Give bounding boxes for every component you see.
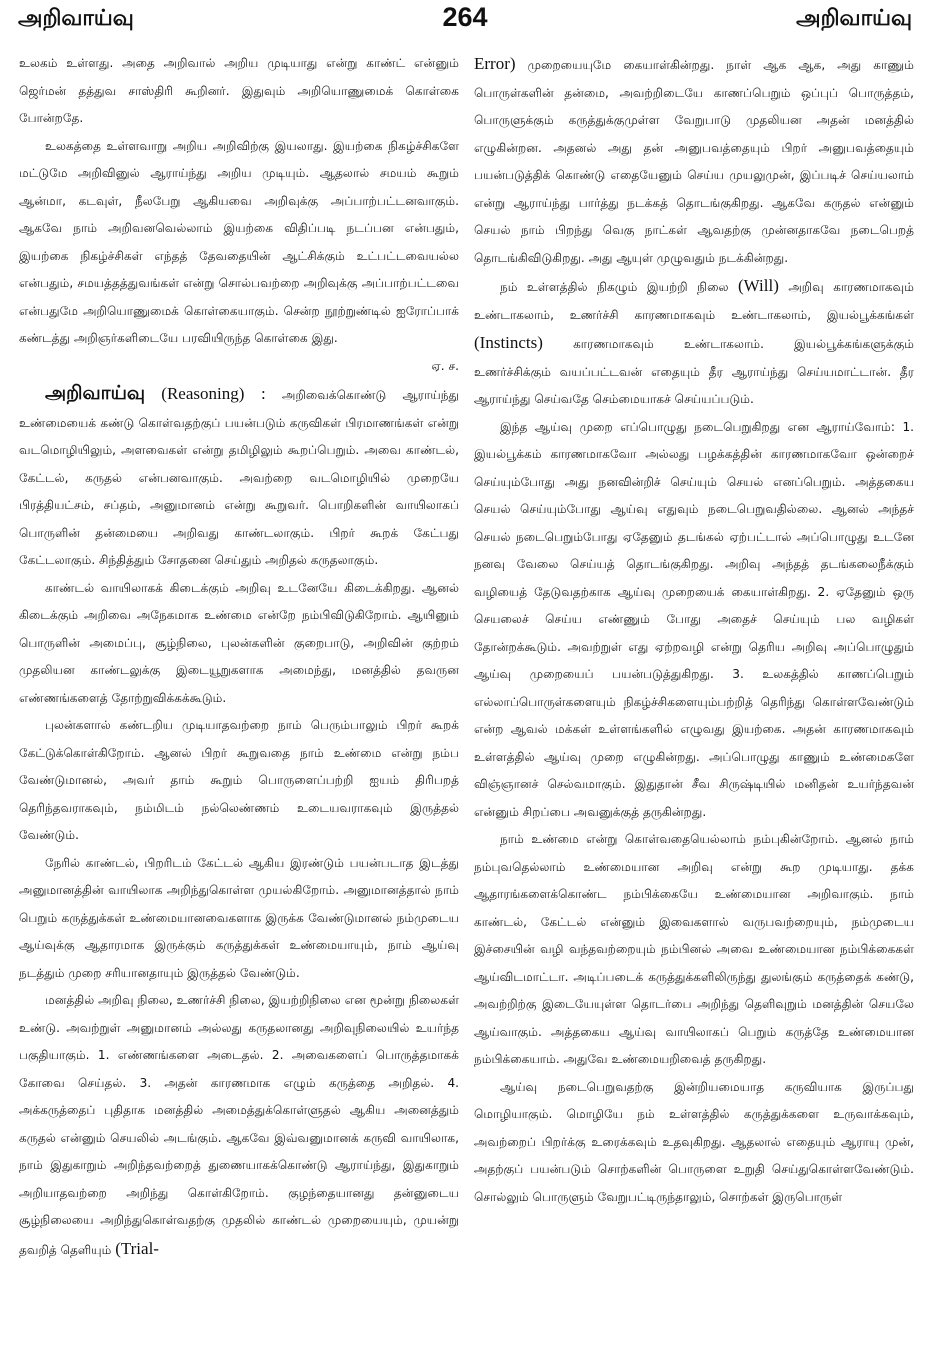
- latin-term: Error): [474, 54, 516, 73]
- entry-text: அறிவைக்கொண்டு ஆராய்ந்து உண்மையைக் கண்டு கொள்வதற்குப் பயன்படும் கருவிகள் பிரமாணங்கள் என்று வடமொழியிலும், அளவைகள் என்று தமிழிலும் கூறப்பெறும். அவை காண்டல், கேட்டல், கருதல் என்பனவாகும். அவற்றை வடமொழியில் முறையே பிரத்தியட்சம், சப்தம், அனுமானம் என்று கூறுவர். பொறிகளின் வாயிலாகப் பொருளின் தன்மையை அறிவது காண்டலாகும். பிறர் கூறக் கேட்பது கேட்டலாகும். சிந்தித்தும் சோதனை செய்தும் அறிதல் கருதலாகும்.: [19, 388, 459, 567]
- paragraph: [474, 272, 914, 414]
- paragraph: ஆய்வு நடைபெறுவதற்கு இன்றியமையாத கருவியாக இருப்பது மொழியாகும். மொழியே நம் உள்ளத்தில் கருத்துக்களை உருவாக்கவும், அவற்றைப் பிறர்க்கு உரைக்கவும் உதவுகிறது. ஆதலால் எதையும் ஆராயு முன், அதற்குப் பயன்படும் சொற்களின் பொருளை உறுதி செய்துகொள்ளவேண்டும். சொல்லும் பொருளும் வேறுபட்டிருந்தாலும், சொற்கள் இருபொருள்: [474, 1079, 914, 1204]
- paragraph: [474, 50, 914, 272]
- paragraph: காண்டல் வாயிலாகக் கிடைக்கும் அறிவு உடனேயே கிடைக்கிறது. ஆனல் கிடைக்கும் அறிவை அநேகமாக உண்மை என்றே நம்பிவிடுகிறோம். ஆயினும் பொருளின் அமைப்பு, சூழ்நிலை, புலன்களின் குறைபாடு, அறிவின் குற்றம் முதலியன காண்டலுக்கு இடையூறுகளாக அமைந்து, மனத்தில் தவருன எண்ணங்களைத் தோற்றுவிக்கக்கூடும்.: [19, 580, 459, 705]
- latin-term: (Instincts): [474, 333, 543, 352]
- paragraph: நேரில் காண்டல், பிறரிடம் கேட்டல் ஆகிய இரண்டும் பயன்படாத இடத்து அனுமானத்தின் வாயிலாக அறிந்துகொள்ள முயல்கிறோம். அனுமானத்தால் நாம் பெறும் கருத்துக்கள் உண்மையானவைகளாக இருக்க வேண்டுமானல் நம்முடைய ஆய்வுக்கு ஆதாரமாக இருக்கும் கருத்துக்கள் உண்மையாயும், நாம் ஆய்வு நடத்தும் முறை சரியானதாயும் இருத்தல் வேண்டும்.: [19, 855, 459, 980]
- paragraph: உலகத்தை உள்ளவாறு அறிய அறிவிற்கு இயலாது. இயற்கை நிகழ்ச்சிகளே மட்டுமே அறிவினுல் ஆராய்ந்து அறிய முடியும். ஆதலால் சமயம் கூறும் ஆன்மா, கடவுள், நீலபேறு ஆகியவை அறிவுக்கு அப்பாற்பட்டனவாகும். ஆகவே நாம் அறிவனவெல்லாம் இயற்கை விதிப்படி நடப்பன என்பதும், இயற்கை நிகழ்ச்சிகள் எந்தத் தேவதையின் ஆட்சிக்கும் உட்பட்டவையல்ல என்பதும், சமயத்தத்துவங்கள் என்று சொல்பவற்றை அறிவுக்கு அப்பாற்பட்டவை என்பதுமே அறியொணுமைக் கொள்கையாகும். சென்ற நூற்றுண்டில் ஐரோப்பாக் கண்டத்து அறிஞர்களிடையே பரவியிருந்த கொள்கை இது.: [19, 138, 459, 345]
- paragraph-text: முறையையுமே கையாள்கின்றது. நாள் ஆக ஆக, அது காணும் பொருள்களின் தன்மை, அவற்றிடையே காணப்பெறும் ஒப்புப் பொருத்தம், பொருளுக்கும் கருத்துக்குமுள்ள வேறுபாடு முதலியன அதன் மனத்தில் எழுகின்றன. அதனல் அது தன் அனுபவத்தையும் பிறர் அனுபவத்தையும் பயன்படுத்திக் கொண்டு எதையேனும் செய்ய முயலுமுன், இப்படிச் செய்யலாம் என்று ஆராய்ந்து பார்த்து நடக்கத் தொடங்குகிறது. ஆகவே கருதல் என்னும் செயல் நாம் பிறந்து வெகு நாட்கள் ஆவதற்கு முன்னதாகவே நடைபெறத் தொடங்கிவிடுகிறது. அது ஆயுள் முழுவதும் நடக்கின்றது.: [474, 58, 914, 265]
- right-column: [474, 50, 914, 1211]
- author-signature-line: [19, 353, 459, 381]
- running-head-right: அறிவாய்வு: [796, 6, 912, 31]
- latin-term: (Trial-: [115, 1238, 159, 1258]
- paragraph-text: மனத்தில் அறிவு நிலை, உணர்ச்சி நிலை, இயற்றிநிலை என மூன்று நிலைகள் உண்டு. அவற்றுள் அனுமானம் அல்லது கருதலானது அறிவுநிலையில் உயர்ந்த பகுதியாகும். 1. எண்ணங்களை அடைதல். 2. அவைகளைப் பொருத்தமாகக் கோவை செய்தல். 3. அதன் காரணமாக எழும் கருத்தை அறிதல். 4. அக்கருத்தைப் புதிதாக மனத்தில் அமைத்துக்கொள்ளுதல் ஆகிய அனைத்தும் கருதல் என்னும் செயலில் அடங்கும். ஆகவே இவ்வனுமானக் கருவி வாயிலாக, நாம் இதுகாறும் அறிந்தவற்றைத் துணையாகக்கொண்டு ஆராய்ந்து, இதுகாறும் அறியாதவற்றை அறிந்து கொள்கிறோம். குழந்தையானது தன்னுடைய சூழ்நிலையை அறிந்துகொள்வதற்கு முதலில் காண்டல் முறையையும், முயன்று தவறித் தெளியும்: [19, 993, 459, 1257]
- paragraph-text: நம் உள்ளத்தில் நிகழும் இயற்றி நிலை: [500, 280, 729, 294]
- entry-paragraph: [19, 380, 459, 575]
- paragraph: நாம் உண்மை என்று கொள்வதையெல்லாம் நம்புகின்றோம். ஆனல் நாம் நம்புவதெல்லாம் உண்மையான அறிவு என்று கூற முடியாது. தக்க ஆதாரங்களைக்கொண்ட நம்பிக்கையே உண்மையான அறிவாகும். நாம் காண்டல், கேட்டல் என்னும் இவைகளால் வருபவற்றையும், நம்முடைய இச்சையின் வழி வந்தவற்றையும் நம்பினல் அவை உண்மையான நம்பிக்கைகள் ஆய்விடமாட்டா. அடிப்படைக் கருத்துக்களிலிருந்து துலங்கும் கருத்தைக் கண்டு, அவற்றிற்கு இடையேயுள்ள தொடர்பை அறிந்து தெளிவுறும் மனத்தின் செயலே ஆய்வாகும். அத்தகைய ஆய்வு வாயிலாகப் பெறும் கருத்தே உண்மையான நம்பிக்கையாம். அதுவே உண்மையறிவைத் தருகிறது.: [474, 832, 914, 1066]
- paragraph: [19, 987, 459, 1264]
- paragraph-text: காரணமாகவும் உண்டாகலாம். இயல்பூக்கங்களுக்கும் உணர்ச்சிக்கும் வயப்பட்டவன் எதையும் தீர ஆராய்ந்து செய்யமாட்டான். தீர ஆராய்ந்து செய்வதே செம்மையாகச் செய்யப்படும்.: [474, 337, 914, 406]
- paragraph: இந்த ஆய்வு முறை எப்பொழுது நடைபெறுகிறது என ஆராய்வோம்: 1. இயல்பூக்கம் காரணமாகவோ அல்லது பழக்கத்தின் காரணமாகவோ ஒன்றைச் செய்யும்போது அது நனவின்றிச் செய்யும் செயல் எனப்பெறும். அத்தகைய செயல் செய்யும்போது ஆய்வு எதுவும் நடைபெறுவதில்லை. ஆனல் அந்தச் செயல் நடைபெறும்போது ஏதேனும் தடங்கல் ஏற்பட்டால் அப்பொழுது உடனே நனவு வேலை செய்யத் தொடங்குகிறது. அறிவு அந்தத் தடங்கலைநீக்கும் வழியைத் தேடுவதற்காக ஆய்வு முறையைக் கையாள்கிறது. 2. ஏதேனும் ஒரு செயலைச் செய்ய எண்ணும் போது அதைச் செய்யும் பல வழிகள் தோன்றக்கூடும். அவற்றுள் எது ஏற்றவழி என்று தெரிய அறிவு அப்பொழுதும் ஆய்வு முறையைப் பயன்படுத்துகிறது. 3. உலகத்தில் காணப்பெறும் எல்லாப்பொருள்களையும் நிகழ்ச்சிகளையும்பற்றித் தெரிந்து கொள்ளவேண்டும் என்ற ஆவல் மக்கள் உள்ளங்களில் எழுவது இயற்கை. அதன் காரணமாகவும் உள்ளத்தில் ஆய்வு முறை எழுகின்றது. அப்பொழுது காணும் உண்மைகளே விஞ்ஞானச் செல்வமாகும். இதுதான் சீவ சிருஷ்டியில் மனிதன் உயர்ந்தவன் என்னும் சிறப்பை அவனுக்குத் தருகின்றது.: [474, 419, 914, 819]
- page-header: [0, 0, 930, 48]
- author-initials: ஏ. ச.: [431, 358, 459, 373]
- latin-term: (Will): [738, 276, 779, 295]
- paragraph-text: அறிவு காரணமாகவும் உண்டாகலாம், உணர்ச்சி காரணமாகவும் உண்டாகலாம், இயல்பூக்கங்கள்: [474, 280, 914, 322]
- left-column: [19, 50, 459, 1264]
- running-head-left: அறிவாய்வு: [18, 6, 134, 31]
- paragraph: புலன்களால் கண்டறிய முடியாதவற்றை நாம் பெரும்பாலும் பிறர் கூறக் கேட்டுக்கொள்கிறோம். ஆனல் பிறர் கூறுவதை நாம் உண்மை என்று நம்ப வேண்டுமானல், அவர் தாம் கூறும் பொருளைப்பற்றி ஐயம் திரிபறத் தெரிந்தவராகவும், நம்மிடம் நல்லெண்ணம் உடையவராகவும் இருத்தல் வேண்டும்.: [19, 718, 459, 842]
- paragraph: உலகம் உள்ளது. அதை அறிவால் அறிய முடியாது என்று காண்ட் என்னும் ஜெர்மன் தத்துவ சாஸ்திரி கூறினர். இதுவும் அறியொணுமைக் கொள்கை போன்றதே.: [19, 56, 459, 125]
- entry-heading: அறிவாய்வு: [45, 382, 146, 404]
- entry-latin-term: (Reasoning) :: [161, 384, 266, 403]
- page-number: 264: [442, 2, 488, 32]
